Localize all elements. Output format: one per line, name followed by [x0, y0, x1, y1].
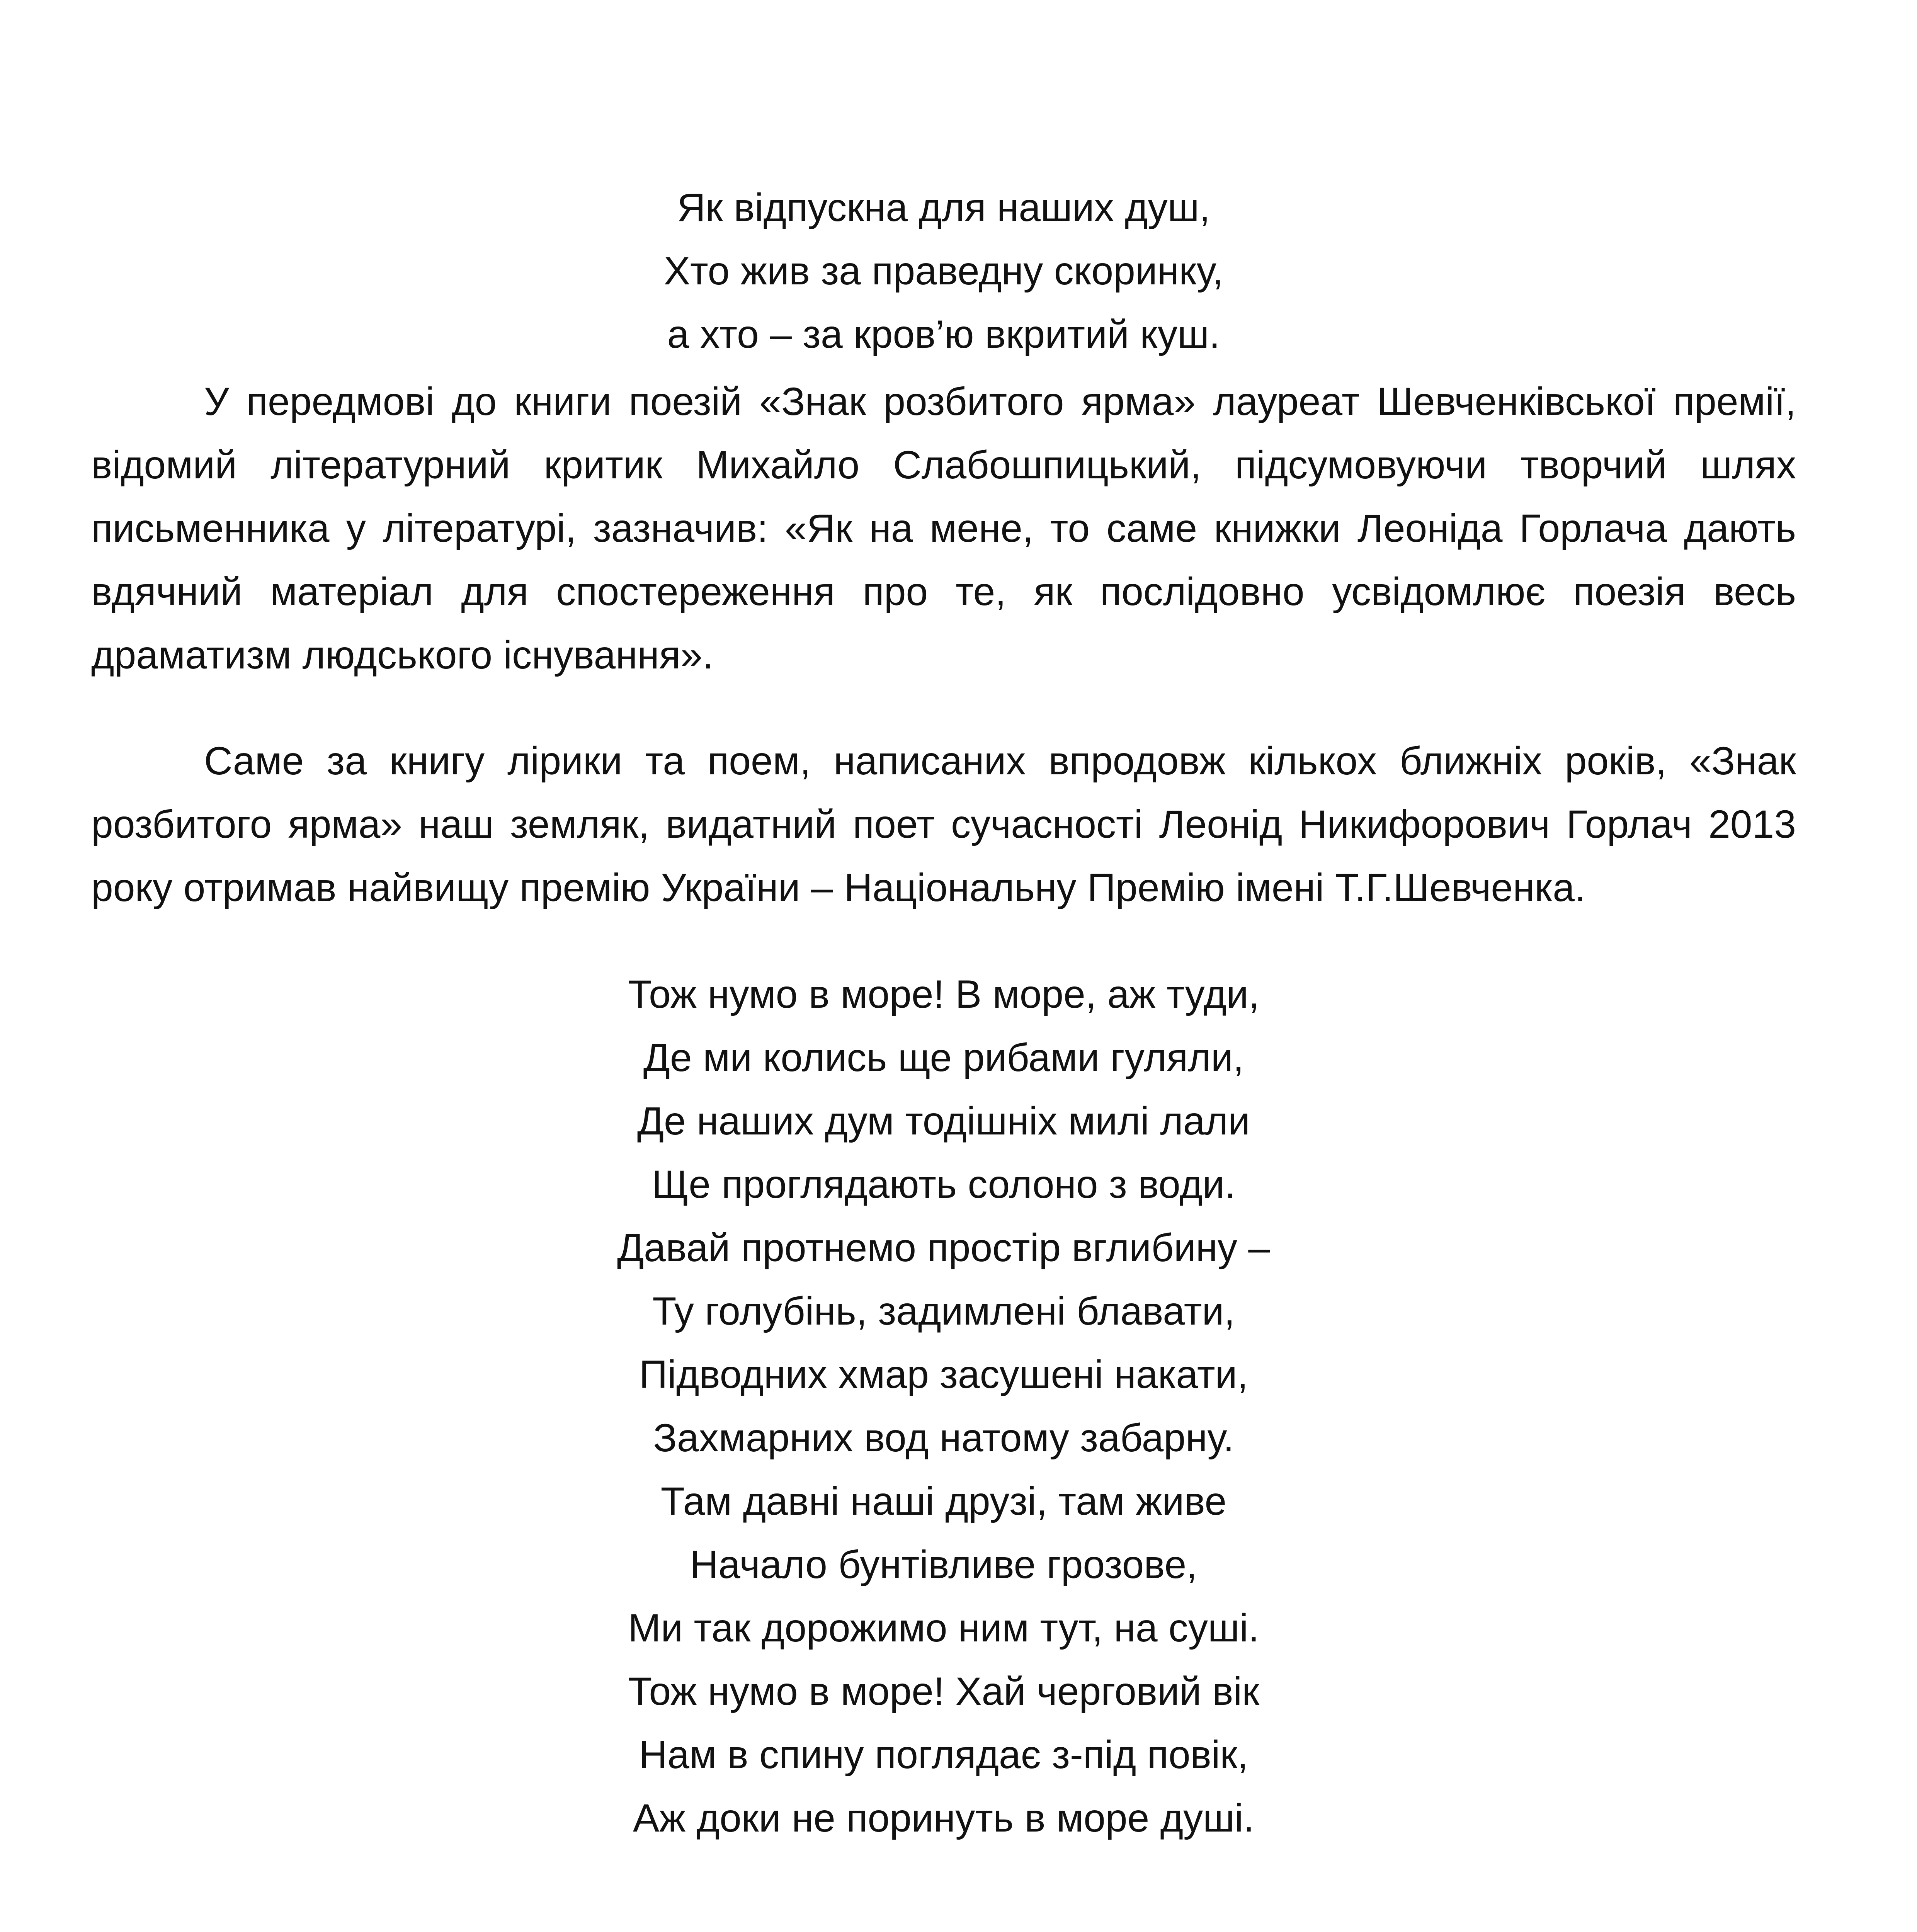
poem-line: Ще проглядають солоно з води.	[651, 1162, 1236, 1206]
poem-line: Аж доки не поринуть в море душі.	[633, 1796, 1254, 1840]
poem-stanza-1	[91, 176, 1796, 366]
poem-line: Тож нумо в море! В море, аж туди,	[628, 972, 1260, 1016]
poem-line: Нам в спину поглядає з-під повік,	[639, 1733, 1249, 1777]
poem-line: Давай протнемо простір вглибину –	[617, 1226, 1270, 1270]
paragraph-preface-quote: У передмові до книги поезій «Знак розбитого ярма» лауреат Шевченківської премії, відомий літературний критик Михайло Слабошпицький, підсумовуючи творчий шлях письменника у літературі, зазначив: «Як на мене, то саме книжки Леоніда Горлача дають вдячний матеріал для спостереження про те, як послідовно усвідомлює поезія весь драматизм людського існування».	[91, 379, 1796, 677]
poem-line: Ми так дорожимо ним тут, на суші.	[628, 1606, 1259, 1650]
page-content	[91, 176, 1796, 1932]
poem-line: Хто жив за праведну скоринку,	[663, 249, 1224, 293]
poem-line: а хто – за кров’ю вкритий куш.	[667, 312, 1220, 356]
poem-line: Підводних хмар засушені накати,	[639, 1352, 1248, 1396]
poem-line: Начало бунтівливе грозове,	[690, 1543, 1197, 1587]
paragraph-shevchenko-prize: Саме за книгу лірики та поем, написаних впродовж кількох ближніх років, «Знак розбитого ярма» наш земляк, видатний поет сучасності Леонід Никифорович Горлач 2013 року отримав найвищу премію України – Національну Премію імені Т.Г.Шевченка.	[91, 739, 1796, 910]
poem-line: Захмарних вод натому забарну.	[653, 1416, 1234, 1460]
poem-line: Де наших дум тодішніх милі лали	[637, 1099, 1250, 1143]
poem-line: Де ми колись ще рибами гуляли,	[643, 1036, 1244, 1080]
paragraph-oliinyk-quote	[91, 1926, 1796, 1932]
poem-stanza-2	[91, 963, 1796, 1850]
poem-line: Як відпускна для наших душ,	[677, 185, 1210, 230]
poem-line: Там давні наші друзі, там живе	[660, 1479, 1227, 1523]
poem-line: Тож нумо в море! Хай черговий вік	[628, 1669, 1259, 1713]
poem-line: Ту голубінь, задимлені блавати,	[652, 1289, 1235, 1333]
